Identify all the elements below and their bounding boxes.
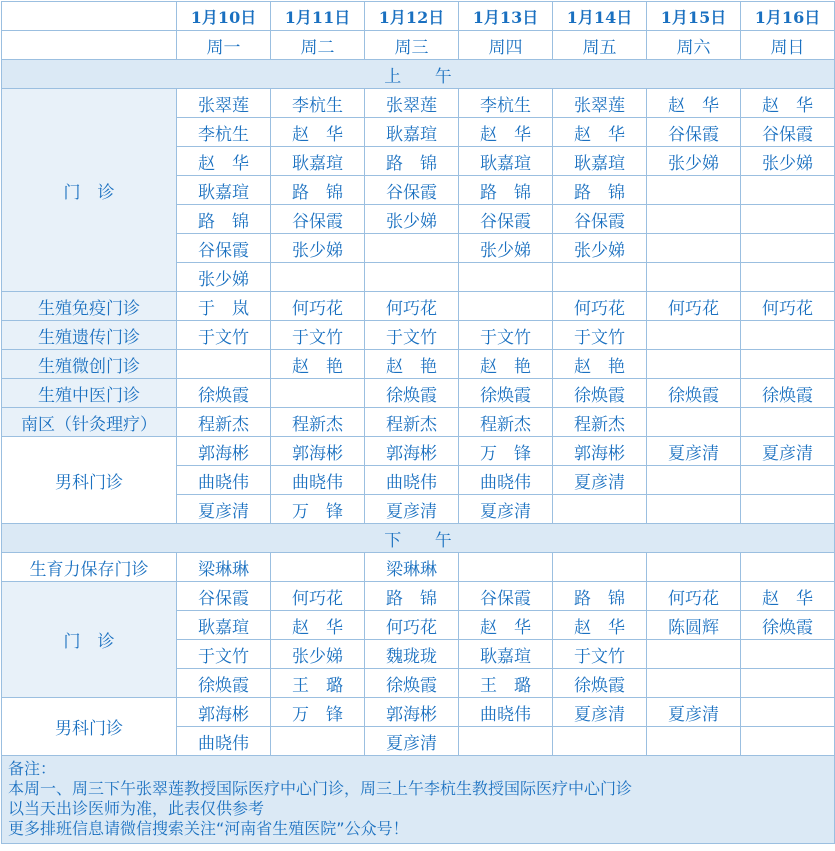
doctor-cell: 于文竹 [177, 640, 271, 669]
doctor-cell: 程新杰 [271, 408, 365, 437]
date-header: 1月13日 [459, 2, 553, 31]
note-line: 本周一、周三下午张翠莲教授国际医疗中心门诊，周三上午李杭生教授国际医疗中心门诊 [8, 779, 633, 798]
department-cell: 生殖免疫门诊 [2, 292, 177, 321]
doctor-cell: 梁琳琳 [177, 553, 271, 582]
doctor-cell: 曲晓伟 [365, 466, 459, 495]
doctor-cell: 夏彦清 [177, 495, 271, 524]
section-header: 下 午 [2, 524, 835, 553]
doctor-cell: 谷保霞 [271, 205, 365, 234]
doctor-cell: 郭海彬 [365, 437, 459, 466]
doctor-cell: 耿嘉瑄 [553, 147, 647, 176]
doctor-cell: 程新杰 [365, 408, 459, 437]
doctor-cell: 耿嘉瑄 [177, 611, 271, 640]
doctor-cell: 郭海彬 [553, 437, 647, 466]
weekday-header: 周六 [647, 31, 741, 60]
doctor-cell: 曲晓伟 [177, 466, 271, 495]
doctor-cell: 张少娣 [741, 147, 835, 176]
doctor-cell: 路 锦 [553, 582, 647, 611]
date-header: 1月10日 [177, 2, 271, 31]
doctor-cell [177, 350, 271, 379]
doctor-cell: 何巧花 [271, 582, 365, 611]
table-row [2, 408, 835, 437]
doctor-cell: 赵 艳 [271, 350, 365, 379]
note-line: 以当天出诊医师为准，此表仅供参考 [8, 799, 265, 818]
doctor-cell: 张少娣 [647, 147, 741, 176]
doctor-cell [459, 263, 553, 292]
doctor-cell [741, 727, 835, 756]
date-header: 1月16日 [741, 2, 835, 31]
doctor-cell: 路 锦 [177, 205, 271, 234]
weekday-header-row [2, 31, 835, 60]
doctor-cell: 于文竹 [553, 321, 647, 350]
doctor-cell: 李杭生 [271, 89, 365, 118]
corner-cell [2, 2, 177, 31]
doctor-cell: 徐焕霞 [365, 669, 459, 698]
doctor-cell [553, 263, 647, 292]
doctor-cell [741, 263, 835, 292]
doctor-cell: 曲晓伟 [459, 466, 553, 495]
doctor-cell [741, 495, 835, 524]
doctor-cell: 何巧花 [741, 292, 835, 321]
doctor-cell: 张翠莲 [365, 89, 459, 118]
doctor-cell: 耿嘉瑄 [177, 176, 271, 205]
doctor-cell [365, 234, 459, 263]
doctor-cell: 魏珑珑 [365, 640, 459, 669]
doctor-cell: 何巧花 [647, 582, 741, 611]
weekday-header: 周四 [459, 31, 553, 60]
doctor-cell: 曲晓伟 [271, 466, 365, 495]
doctor-cell: 张翠莲 [177, 89, 271, 118]
doctor-cell [553, 727, 647, 756]
doctor-cell: 万 锋 [271, 495, 365, 524]
doctor-cell [647, 640, 741, 669]
doctor-cell: 于文竹 [365, 321, 459, 350]
schedule-table [1, 1, 835, 844]
doctor-cell: 路 锦 [365, 147, 459, 176]
doctor-cell: 于文竹 [553, 640, 647, 669]
doctor-cell: 赵 华 [177, 147, 271, 176]
weekday-header: 周二 [271, 31, 365, 60]
date-header-row [2, 2, 835, 31]
doctor-cell: 夏彦清 [647, 698, 741, 727]
doctor-cell: 徐焕霞 [741, 611, 835, 640]
doctor-cell: 路 锦 [271, 176, 365, 205]
doctor-cell: 梁琳琳 [365, 553, 459, 582]
table-row [2, 292, 835, 321]
doctor-cell [741, 466, 835, 495]
doctor-cell: 赵 华 [741, 89, 835, 118]
table-row [2, 437, 835, 466]
doctor-cell: 徐焕霞 [647, 379, 741, 408]
department-cell: 生殖微创门诊 [2, 350, 177, 379]
doctor-cell: 郭海彬 [365, 698, 459, 727]
doctor-cell [741, 669, 835, 698]
doctor-cell: 李杭生 [177, 118, 271, 147]
doctor-cell [741, 234, 835, 263]
doctor-cell: 何巧花 [365, 292, 459, 321]
doctor-cell: 万 锋 [271, 698, 365, 727]
doctor-cell: 耿嘉瑄 [459, 640, 553, 669]
doctor-cell: 谷保霞 [177, 234, 271, 263]
doctor-cell: 夏彦清 [553, 466, 647, 495]
doctor-cell [741, 321, 835, 350]
doctor-cell [647, 495, 741, 524]
table-row [2, 582, 835, 611]
doctor-cell: 赵 华 [553, 118, 647, 147]
department-cell: 生育力保存门诊 [2, 553, 177, 582]
doctor-cell: 何巧花 [647, 292, 741, 321]
afternoon-section-row [2, 524, 835, 553]
doctor-cell: 张少娣 [271, 640, 365, 669]
doctor-cell: 赵 华 [271, 118, 365, 147]
doctor-cell: 陈圆辉 [647, 611, 741, 640]
doctor-cell [553, 553, 647, 582]
doctor-cell: 李杭生 [459, 89, 553, 118]
table-row [2, 379, 835, 408]
doctor-cell: 何巧花 [553, 292, 647, 321]
doctor-cell: 曲晓伟 [177, 727, 271, 756]
doctor-cell: 谷保霞 [459, 205, 553, 234]
doctor-cell: 耿嘉瑄 [271, 147, 365, 176]
doctor-cell [365, 263, 459, 292]
doctor-cell: 谷保霞 [459, 582, 553, 611]
doctor-cell: 耿嘉瑄 [459, 147, 553, 176]
doctor-cell [647, 408, 741, 437]
doctor-cell: 路 锦 [459, 176, 553, 205]
doctor-cell: 程新杰 [553, 408, 647, 437]
doctor-cell: 赵 华 [271, 611, 365, 640]
doctor-cell: 程新杰 [459, 408, 553, 437]
table-row [2, 350, 835, 379]
doctor-cell [647, 669, 741, 698]
doctor-cell: 谷保霞 [553, 205, 647, 234]
doctor-cell: 赵 艳 [553, 350, 647, 379]
doctor-cell: 于文竹 [271, 321, 365, 350]
doctor-cell: 谷保霞 [177, 582, 271, 611]
doctor-cell [741, 698, 835, 727]
doctor-cell [459, 553, 553, 582]
doctor-cell: 徐焕霞 [459, 379, 553, 408]
doctor-cell [647, 727, 741, 756]
section-header: 上 午 [2, 60, 835, 89]
doctor-cell: 何巧花 [271, 292, 365, 321]
doctor-cell: 夏彦清 [553, 698, 647, 727]
doctor-cell: 夏彦清 [459, 495, 553, 524]
notes-row [2, 756, 835, 844]
table-row [2, 698, 835, 727]
table-row [2, 553, 835, 582]
table-row [2, 89, 835, 118]
doctor-cell: 张少娣 [271, 234, 365, 263]
department-cell: 门 诊 [2, 582, 177, 698]
weekday-header: 周日 [741, 31, 835, 60]
doctor-cell: 赵 华 [741, 582, 835, 611]
corner-cell [2, 31, 177, 60]
doctor-cell [647, 263, 741, 292]
doctor-cell: 何巧花 [365, 611, 459, 640]
doctor-cell: 赵 华 [459, 611, 553, 640]
doctor-cell: 曲晓伟 [459, 698, 553, 727]
notes-cell [2, 756, 835, 844]
doctor-cell: 郭海彬 [177, 437, 271, 466]
date-header: 1月15日 [647, 2, 741, 31]
doctor-cell: 赵 艳 [365, 350, 459, 379]
doctor-cell [647, 350, 741, 379]
doctor-cell: 夏彦清 [365, 727, 459, 756]
table-row [2, 321, 835, 350]
doctor-cell: 赵 艳 [459, 350, 553, 379]
doctor-cell: 王 璐 [271, 669, 365, 698]
department-cell: 生殖中医门诊 [2, 379, 177, 408]
doctor-cell: 赵 华 [647, 89, 741, 118]
note-line: 备注： [8, 759, 57, 778]
doctor-cell: 徐焕霞 [741, 379, 835, 408]
doctor-cell: 王 璐 [459, 669, 553, 698]
doctor-cell: 徐焕霞 [553, 379, 647, 408]
doctor-cell [741, 350, 835, 379]
doctor-cell [271, 553, 365, 582]
doctor-cell [741, 553, 835, 582]
department-cell: 男科门诊 [2, 698, 177, 756]
doctor-cell [647, 553, 741, 582]
doctor-cell [741, 176, 835, 205]
doctor-cell [647, 321, 741, 350]
doctor-cell: 谷保霞 [741, 118, 835, 147]
doctor-cell [459, 727, 553, 756]
doctor-cell: 路 锦 [553, 176, 647, 205]
department-cell: 生殖遗传门诊 [2, 321, 177, 350]
doctor-cell [459, 292, 553, 321]
doctor-cell [271, 379, 365, 408]
doctor-cell: 郭海彬 [271, 437, 365, 466]
doctor-cell: 徐焕霞 [365, 379, 459, 408]
doctor-cell [647, 176, 741, 205]
doctor-cell: 于文竹 [459, 321, 553, 350]
note-line: 更多排班信息请微信搜索关注“河南省生殖医院”公众号！ [8, 819, 409, 838]
doctor-cell: 程新杰 [177, 408, 271, 437]
weekday-header: 周五 [553, 31, 647, 60]
department-cell: 门 诊 [2, 89, 177, 292]
date-header: 1月14日 [553, 2, 647, 31]
weekday-header: 周一 [177, 31, 271, 60]
doctor-cell [741, 408, 835, 437]
doctor-cell: 路 锦 [365, 582, 459, 611]
doctor-cell: 夏彦清 [647, 437, 741, 466]
doctor-cell: 于 岚 [177, 292, 271, 321]
doctor-cell [553, 495, 647, 524]
doctor-cell [741, 640, 835, 669]
doctor-cell: 赵 华 [553, 611, 647, 640]
doctor-cell [647, 234, 741, 263]
doctor-cell: 赵 华 [459, 118, 553, 147]
doctor-cell: 夏彦清 [365, 495, 459, 524]
doctor-cell: 张少娣 [365, 205, 459, 234]
doctor-cell: 徐焕霞 [177, 379, 271, 408]
department-cell: 男科门诊 [2, 437, 177, 524]
doctor-cell: 张翠莲 [553, 89, 647, 118]
doctor-cell: 耿嘉瑄 [365, 118, 459, 147]
doctor-cell: 于文竹 [177, 321, 271, 350]
doctor-cell: 徐焕霞 [177, 669, 271, 698]
date-header: 1月12日 [365, 2, 459, 31]
doctor-cell: 张少娣 [553, 234, 647, 263]
date-header: 1月11日 [271, 2, 365, 31]
doctor-cell [647, 205, 741, 234]
doctor-cell: 徐焕霞 [553, 669, 647, 698]
doctor-cell: 万 锋 [459, 437, 553, 466]
doctor-cell: 郭海彬 [177, 698, 271, 727]
doctor-cell: 谷保霞 [647, 118, 741, 147]
weekday-header: 周三 [365, 31, 459, 60]
morning-section-row [2, 60, 835, 89]
doctor-cell: 夏彦清 [741, 437, 835, 466]
doctor-cell [271, 727, 365, 756]
department-cell: 南区（针灸理疗） [2, 408, 177, 437]
doctor-cell: 张少娣 [177, 263, 271, 292]
doctor-cell: 张少娣 [459, 234, 553, 263]
doctor-cell: 谷保霞 [365, 176, 459, 205]
doctor-cell [271, 263, 365, 292]
doctor-cell [741, 205, 835, 234]
doctor-cell [647, 466, 741, 495]
